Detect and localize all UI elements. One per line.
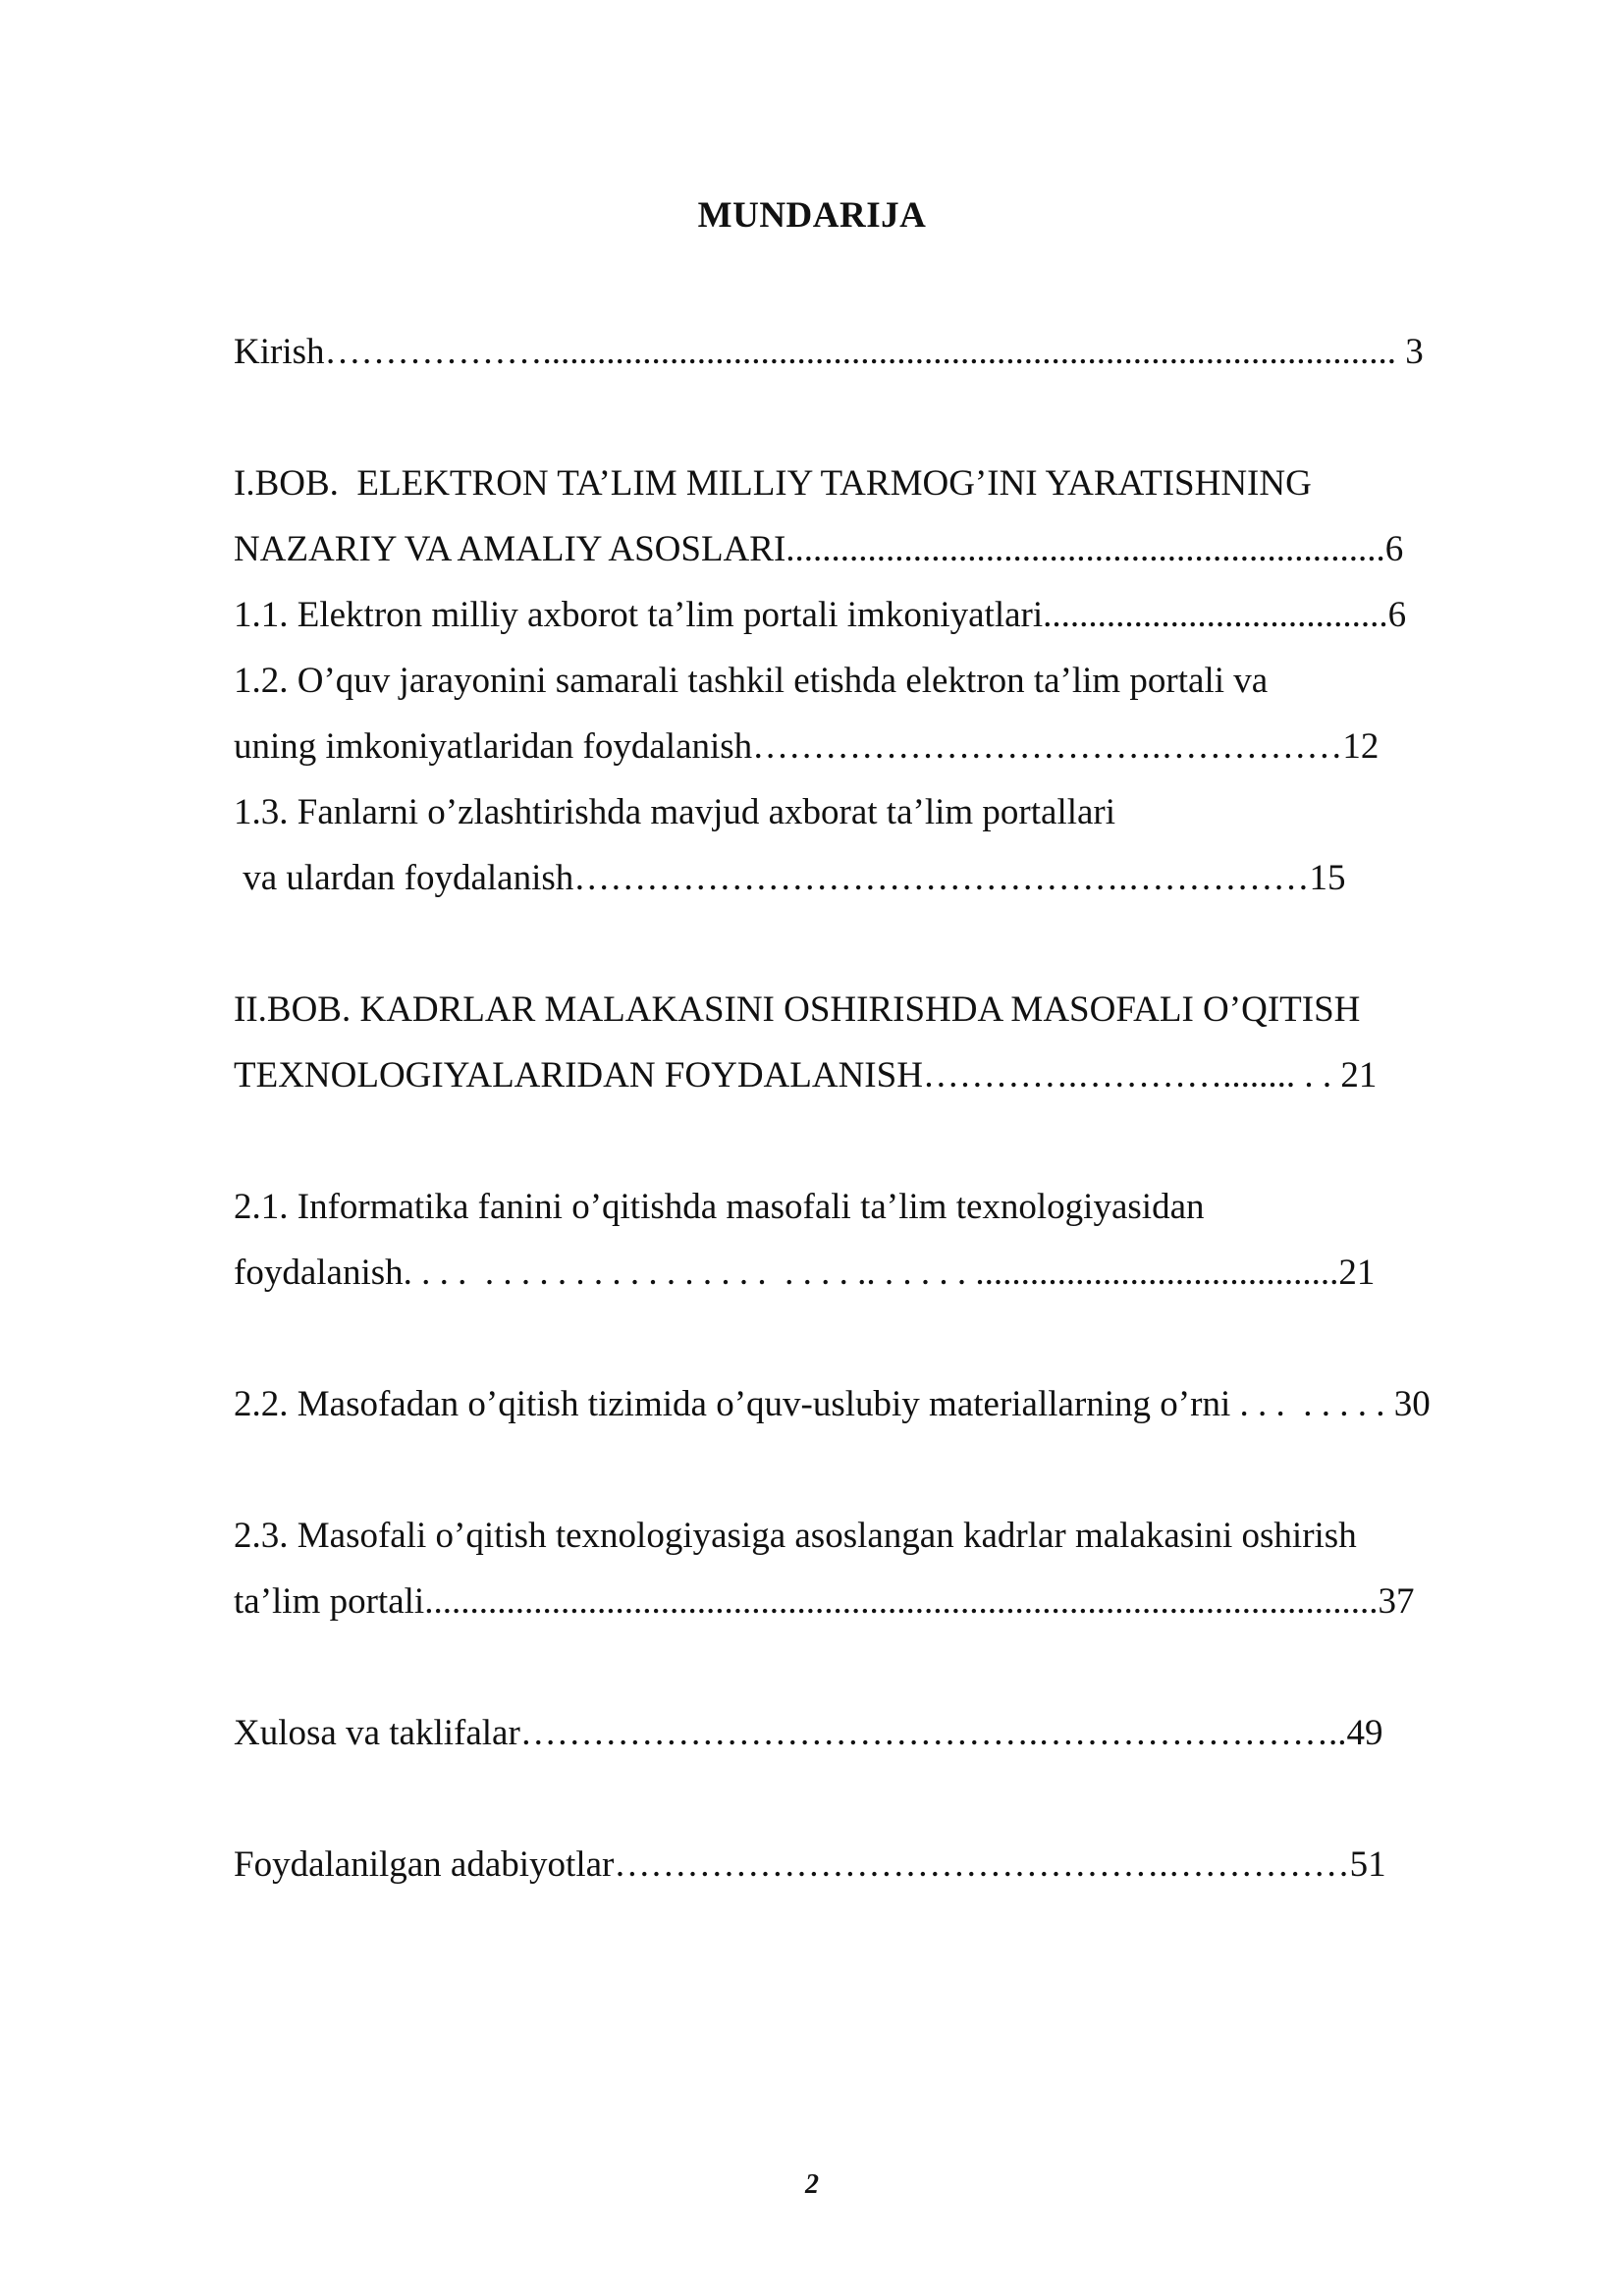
toc-section-2-3-line-2: ta’lim portali.........................................................................................................37 — [234, 1581, 1415, 1622]
toc-chapter-2-heading-line-1: II.BOB. KADRLAR MALAKASINI OSHIRISHDA MASOFALI O’QITISH — [234, 989, 1361, 1030]
toc-chapter-1-heading-line-2: NAZARIY VA AMALIY ASOSLARI..................................................................6 — [234, 529, 1404, 569]
toc-section-2-3-line-1: 2.3. Masofali o’qitish texnologiyasiga asoslangan kadrlar malakasini oshirish — [234, 1516, 1357, 1556]
toc-section-2-1-line-1: 2.1. Informatika fanini o’qitishda masofali ta’lim texnologiyasidan — [234, 1187, 1205, 1227]
toc-section-1-1: 1.1. Elektron milliy axborot ta’lim portali imkoniyatlari......................................6 — [234, 595, 1407, 635]
toc-chapter-2-heading-line-2: TEXNOLOGIYALARIDAN FOYDALANISH………….…………........ . . 21 — [234, 1055, 1378, 1095]
page-title: MUNDARIJA — [697, 195, 927, 236]
toc-section-1-2-line-1: 1.2. O’quv jarayonini samarali tashkil etishda elektron ta’lim portali va — [234, 661, 1269, 701]
toc-chapter-1-heading-line-1: I.BOB. ELEKTRON TA’LIM MILLIY TARMOG’INI YARATISHNING — [234, 463, 1312, 504]
toc-entry-introduction: Kirish……………….............................................................................................. 3 — [234, 332, 1424, 372]
toc-section-2-1-line-2: foydalanish. . . . . . . . . . . . . . . . . . . . . . . . .. . . . . . ........................................21 — [234, 1253, 1376, 1293]
page-number: 2 — [805, 2169, 819, 2200]
toc-section-1-3-line-2: va ulardan foydalanish……………………………………….……………15 — [234, 858, 1346, 898]
toc-entry-conclusion: Xulosa va taklifalar…………………………………….……………………..49 — [234, 1713, 1383, 1753]
toc-section-1-2-line-2: uning imkoniyatlaridan foydalanish…………………………….……………12 — [234, 726, 1380, 767]
toc-section-2-2: 2.2. Masofadan o’qitish tizimida o’quv-uslubiy materiallarning o’rni . . . . . . . . 30 — [234, 1384, 1431, 1424]
toc-section-1-3-line-1: 1.3. Fanlarni o’zlashtirishda mavjud axborat ta’lim portallari — [234, 792, 1116, 832]
toc-entry-references: Foydalanilgan adabiyotlar……………………………………….……………51 — [234, 1844, 1386, 1885]
